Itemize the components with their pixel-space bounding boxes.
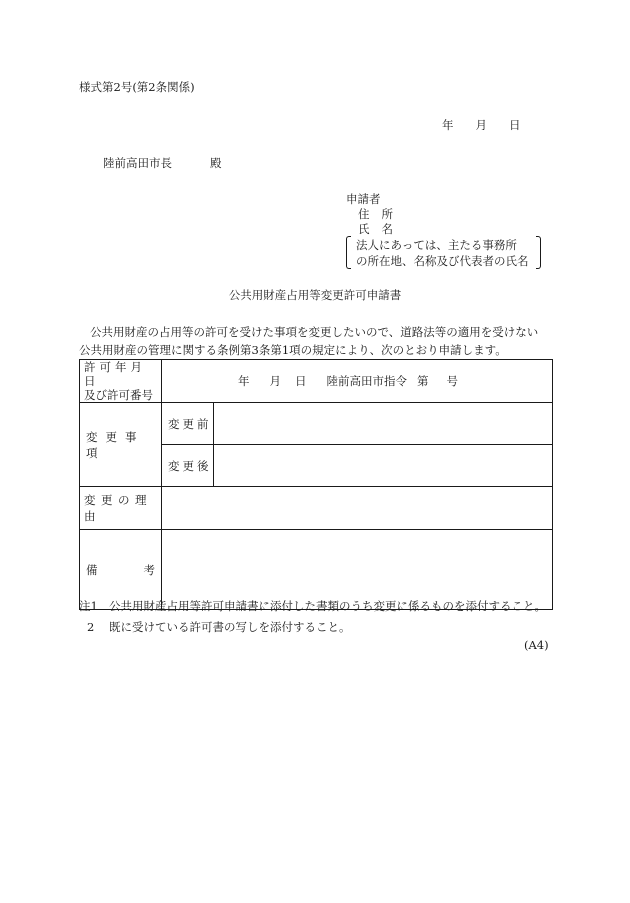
applicant-block — [346, 194, 393, 239]
after-change-field[interactable] — [214, 445, 553, 487]
body-line-2: 公共用財産の管理に関する条例第3条第1項の規定により、次のとおり申請します。 — [79, 343, 507, 357]
reason-row — [80, 487, 553, 530]
form-number: 様式第2号(第2条関係) — [79, 80, 195, 94]
change-reason-field[interactable] — [162, 487, 553, 530]
left-bracket — [346, 236, 351, 269]
before-change-label: 変更前 — [162, 403, 214, 445]
change-items-label: 変更事項 — [80, 403, 162, 487]
addressee-suffix: 殿 — [210, 156, 222, 170]
date-year-label: 年 — [442, 118, 454, 132]
date-day-label: 日 — [509, 118, 521, 132]
note-1 — [79, 601, 546, 613]
corporate-note-text: 法人にあっては、主たる事務所 の所在地、名称及び代表者の氏名 — [356, 238, 529, 268]
addressee — [103, 158, 222, 170]
permit-date-number-label: 許可年月日 及び許可番号 — [80, 360, 162, 403]
note-2-number: 2 — [87, 620, 95, 634]
date-month-label: 月 — [475, 118, 487, 132]
document-title: 公共用財産占用等変更許可申請書 — [228, 288, 402, 302]
application-body — [79, 323, 559, 359]
applicant-address-label: 住 所 — [358, 207, 393, 221]
paper-size-label: (A4) — [524, 638, 549, 652]
note-2-text: 既に受けている許可書の写しを添付すること。 — [109, 620, 351, 634]
applicant-heading: 申請者 — [346, 192, 381, 206]
right-bracket — [536, 236, 541, 269]
note-1-text: 公共用財産占用等許可申請書に添付した書類のうち変更に係るものを添付すること。 — [109, 599, 546, 613]
permit-row — [80, 360, 553, 403]
corporate-note-bracket — [346, 236, 541, 267]
application-form-table — [79, 359, 553, 610]
after-change-label: 変更後 — [162, 445, 214, 487]
change-before-row — [80, 403, 553, 445]
before-change-field[interactable] — [214, 403, 553, 445]
addressee-name: 陸前高田市長 — [103, 156, 172, 170]
remarks-row — [80, 530, 553, 610]
remarks-label: 備 考 — [80, 530, 162, 610]
applicant-name-label: 氏 名 — [358, 222, 393, 236]
note-2 — [79, 622, 351, 634]
note-1-number: 注1 — [79, 599, 98, 613]
permit-date-number-field[interactable]: 年 月 日 陸前高田市指令 第 号 — [162, 360, 553, 403]
change-reason-label: 変更の理由 — [80, 487, 162, 530]
body-line-1: 公共用財産の占用等の許可を受けた事項を変更したいので、道路法等の適用を受けない — [90, 325, 539, 339]
application-date-line — [442, 120, 521, 132]
remarks-field[interactable] — [162, 530, 553, 610]
